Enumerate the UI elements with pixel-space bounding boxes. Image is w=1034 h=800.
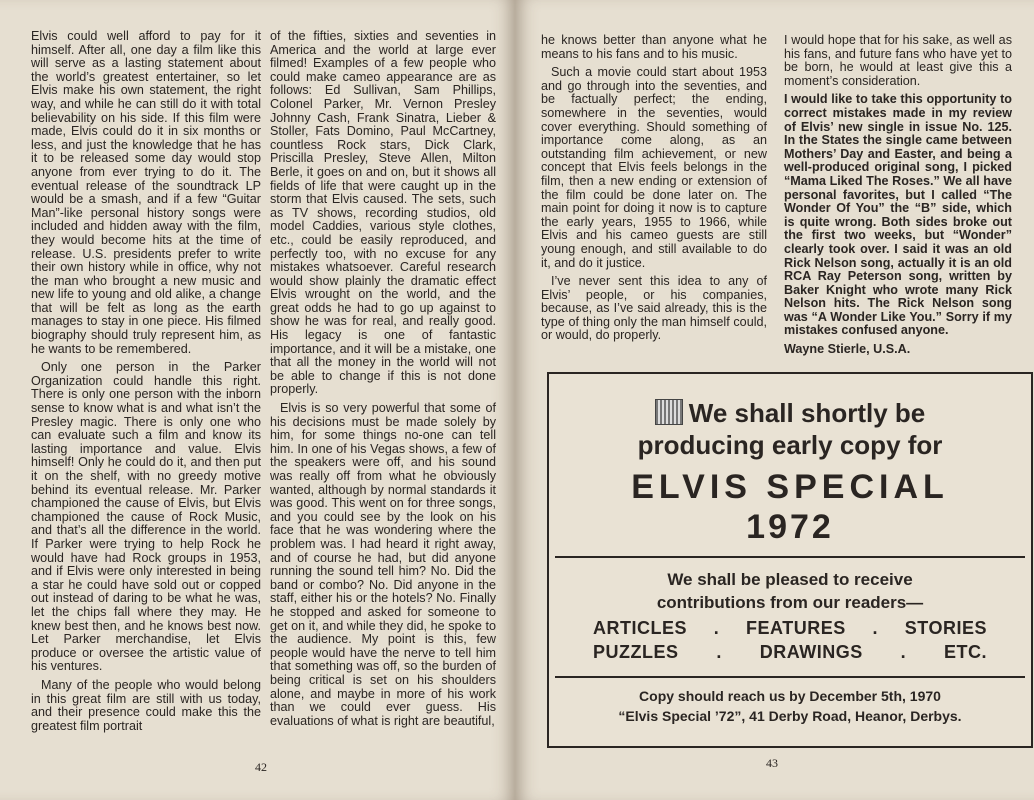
paragraph: Only one person in the Parker Organization could handle this right. There is only one person with the inborn sense to know what is and what isn’t the Presley magic. There is only one who can evaluate such a film and know its lasting importance and value. Elvis himself! Only he could do it, and then put it on the shelf, with no greedy motive behind its eventual release. Mr. Parker championed the cause of Elvis, but Elvis championed the cause of Rock Music, and that’s all the difference in the world. If Parker were trying to help Rock he would have had Rock groups in 1953, and if Elvis were only interested in being a star he could have sold out or copped out instead of daring to be what he was, let the chips fall where they may. He knew best then, and he knows best now. Let Parker merchandise, let Elvis produce or oversee the artistic value of his ventures. <box>31 360 261 674</box>
item-separator: . <box>872 618 878 638</box>
page-number-left: 42 <box>255 760 267 774</box>
right-page <box>515 0 1034 800</box>
right-column-1 <box>541 34 767 348</box>
advert-invite-2: contributions from our readers— <box>656 593 924 612</box>
advert-year: 1972 <box>746 508 834 546</box>
left-column-1 <box>31 30 261 738</box>
advert-line-1: We shall shortly be <box>549 398 1031 429</box>
paragraph: I would hope that for his sake, as well as his fans, and future fans who have yet to be born, he would at least give this a moment’s consideration. <box>784 33 1012 88</box>
item-puzzles: PUZZLES <box>593 642 679 662</box>
item-stories: STORIES <box>904 618 987 638</box>
paragraph: Such a movie could start about 1953 and go through into the seventies, and be factually perfect; the ending, somewhere in the seventies, would cover everything. Should something of importance come along, as an outstanding film achievement, or new concept that Elvis feels belongs in the film, then a new ending or extension of the film could be done later on. The main point for doing it now is to capture the early years, 1955 to 1966, while Elvis and his cameo guests are still young enough, and still available to do it, and do it justice. <box>541 65 767 270</box>
advert-address: “Elvis Special ’72”, 41 Derby Road, Heanor, Derbys. <box>618 708 962 724</box>
item-separator: . <box>713 618 720 638</box>
divider <box>555 556 1025 558</box>
item-drawings: DRAWINGS <box>759 642 863 662</box>
paragraph: I’ve never sent this idea to any of Elvis’ people, or his companies, because, as I’ve said already, this is the type of thing only the man himself could, or would, do properly. <box>541 274 767 343</box>
paragraph: Elvis could well afford to pay for it himself. After all, one day a film like this will serve as a lasting statement about the world’s greatest entertainer, so let Elvis make his own statement, the right way, and while he can still do it with total believability on his side. If this film were made, Elvis could do it in six months or less, and just the knowledge that he has it to be released some day would stop anyone from ever trying to do it. The eventual release of the soundtrack LP would be a smash, and if a few “Guitar Man”-like personal history songs were included and hidden away with the film, they would become hits at the time of release. U.S. presidents prefer to write their own history while in office, why not the man who brought a new music and new life to young and old alike, a change that will be felt as long as the earth manages to stay in one piece. His filmed biography should truly represent him, as he wants to be remembered. <box>31 29 261 356</box>
divider <box>555 676 1025 678</box>
signature: Wayne Stierle, U.S.A. <box>784 342 911 357</box>
right-column-2 <box>784 34 1012 362</box>
advert-deadline: Copy should reach us by December 5th, 1970 <box>639 688 941 704</box>
item-features: FEATURES <box>746 618 846 638</box>
paragraph: of the fifties, sixties and seventies in America and the world at large ever filmed! Examples of a few people who could make cameo appearance are as follows: Ed Sullivan, Sam Phillips, Colonel Parker, Mr. Vernon Presley Johnny Cash, Frank Sinatra, Lieber & Stoller, Fats Domino, Paul McCartney, countless Rock stars, Dick Clark, Priscilla Presley, Steve Allen, Milton Berle, it goes on and on, but it shows all fields of life that were caught up in the storm that Elvis caused. The sets, such as TV shows, recording studios, old model Caddies, various style clothes, etc., could be easily reproduced, and perfectly too, with no excuse for any mistakes whatsoever. Careful research would show plainly the dramatic effect Elvis wrought on the world, and the great odds he had to go up against to show he was for real, and really good. His legacy is one of fantastic importance, and it will be a mistake, one that all the money in the world will not be able to change if this is not done properly. <box>270 29 496 397</box>
item-articles: ARTICLES <box>593 618 687 638</box>
logo-icon <box>655 399 683 425</box>
correction-paragraph: I would like to take this opportunity to correct mistakes made in my review of Elvis’ new single in issue No. 125. In the States the single came between Mothers’ Day and Easter, and being a well-produced original song, I picked “Mama Liked The Roses.” We all have personal favorites, but I called “The Wonder Of You” the “B” side, which is quite wrong. Both sides broke out the first two weeks, but “Wonder” clearly took over. I said it was an old Rick Nelson song, actually it is an old RCA Ray Peterson song, written by Baker Knight who wrote many Rick Nelson hits. The Rick Nelson song was “A Wonder Like You.” Sorry if my mistakes confused anyone. <box>784 92 1012 338</box>
item-separator: . <box>900 642 907 662</box>
advert-invite-1: We shall be pleased to receive <box>667 570 913 589</box>
advert-title: ELVIS SPECIAL <box>631 468 949 506</box>
paragraph: Elvis is so very powerful that some of his decisions must be made solely by him, for some things no-one can tell him. In one of his Vegas shows, a few of the speakers were off, and his sound was really off from what he obviously wanted, although by normal standards it was good. This went on for three songs, and you could see by the look on his face that he was wondering where the problem was. I had heard it right away, and of course he had, but did anyone running the sound tell him? No. Did the band or combo? No. Did anyone in the staff, either his or the hotels? No. Finally he stopped and asked for someone to get on it, and while they did, he spoke to the audience. My point is this, few people would have the nerve to tell him that something was off, so the burden of being critical is set on his shoulders alone, and maybe in more of his work than we could ever guess. His evaluations of what is right are beautiful, <box>270 401 496 728</box>
left-page <box>0 0 515 800</box>
left-column-2 <box>270 30 496 733</box>
page-number-right: 43 <box>766 756 778 770</box>
contribution-types-row-2 <box>593 642 987 663</box>
advert-line-2: producing early copy for <box>637 430 943 460</box>
paragraph: Many of the people who would belong in this great film are still with us today, and their presence could make this the greatest film portrait <box>31 677 261 733</box>
item-separator: . <box>716 642 722 662</box>
contribution-types-row-1 <box>593 618 987 639</box>
elvis-special-advert <box>547 372 1033 748</box>
item-etc: ETC. <box>943 642 987 662</box>
paragraph: he knows better than anyone what he means to his fans and to his music. <box>541 33 767 61</box>
